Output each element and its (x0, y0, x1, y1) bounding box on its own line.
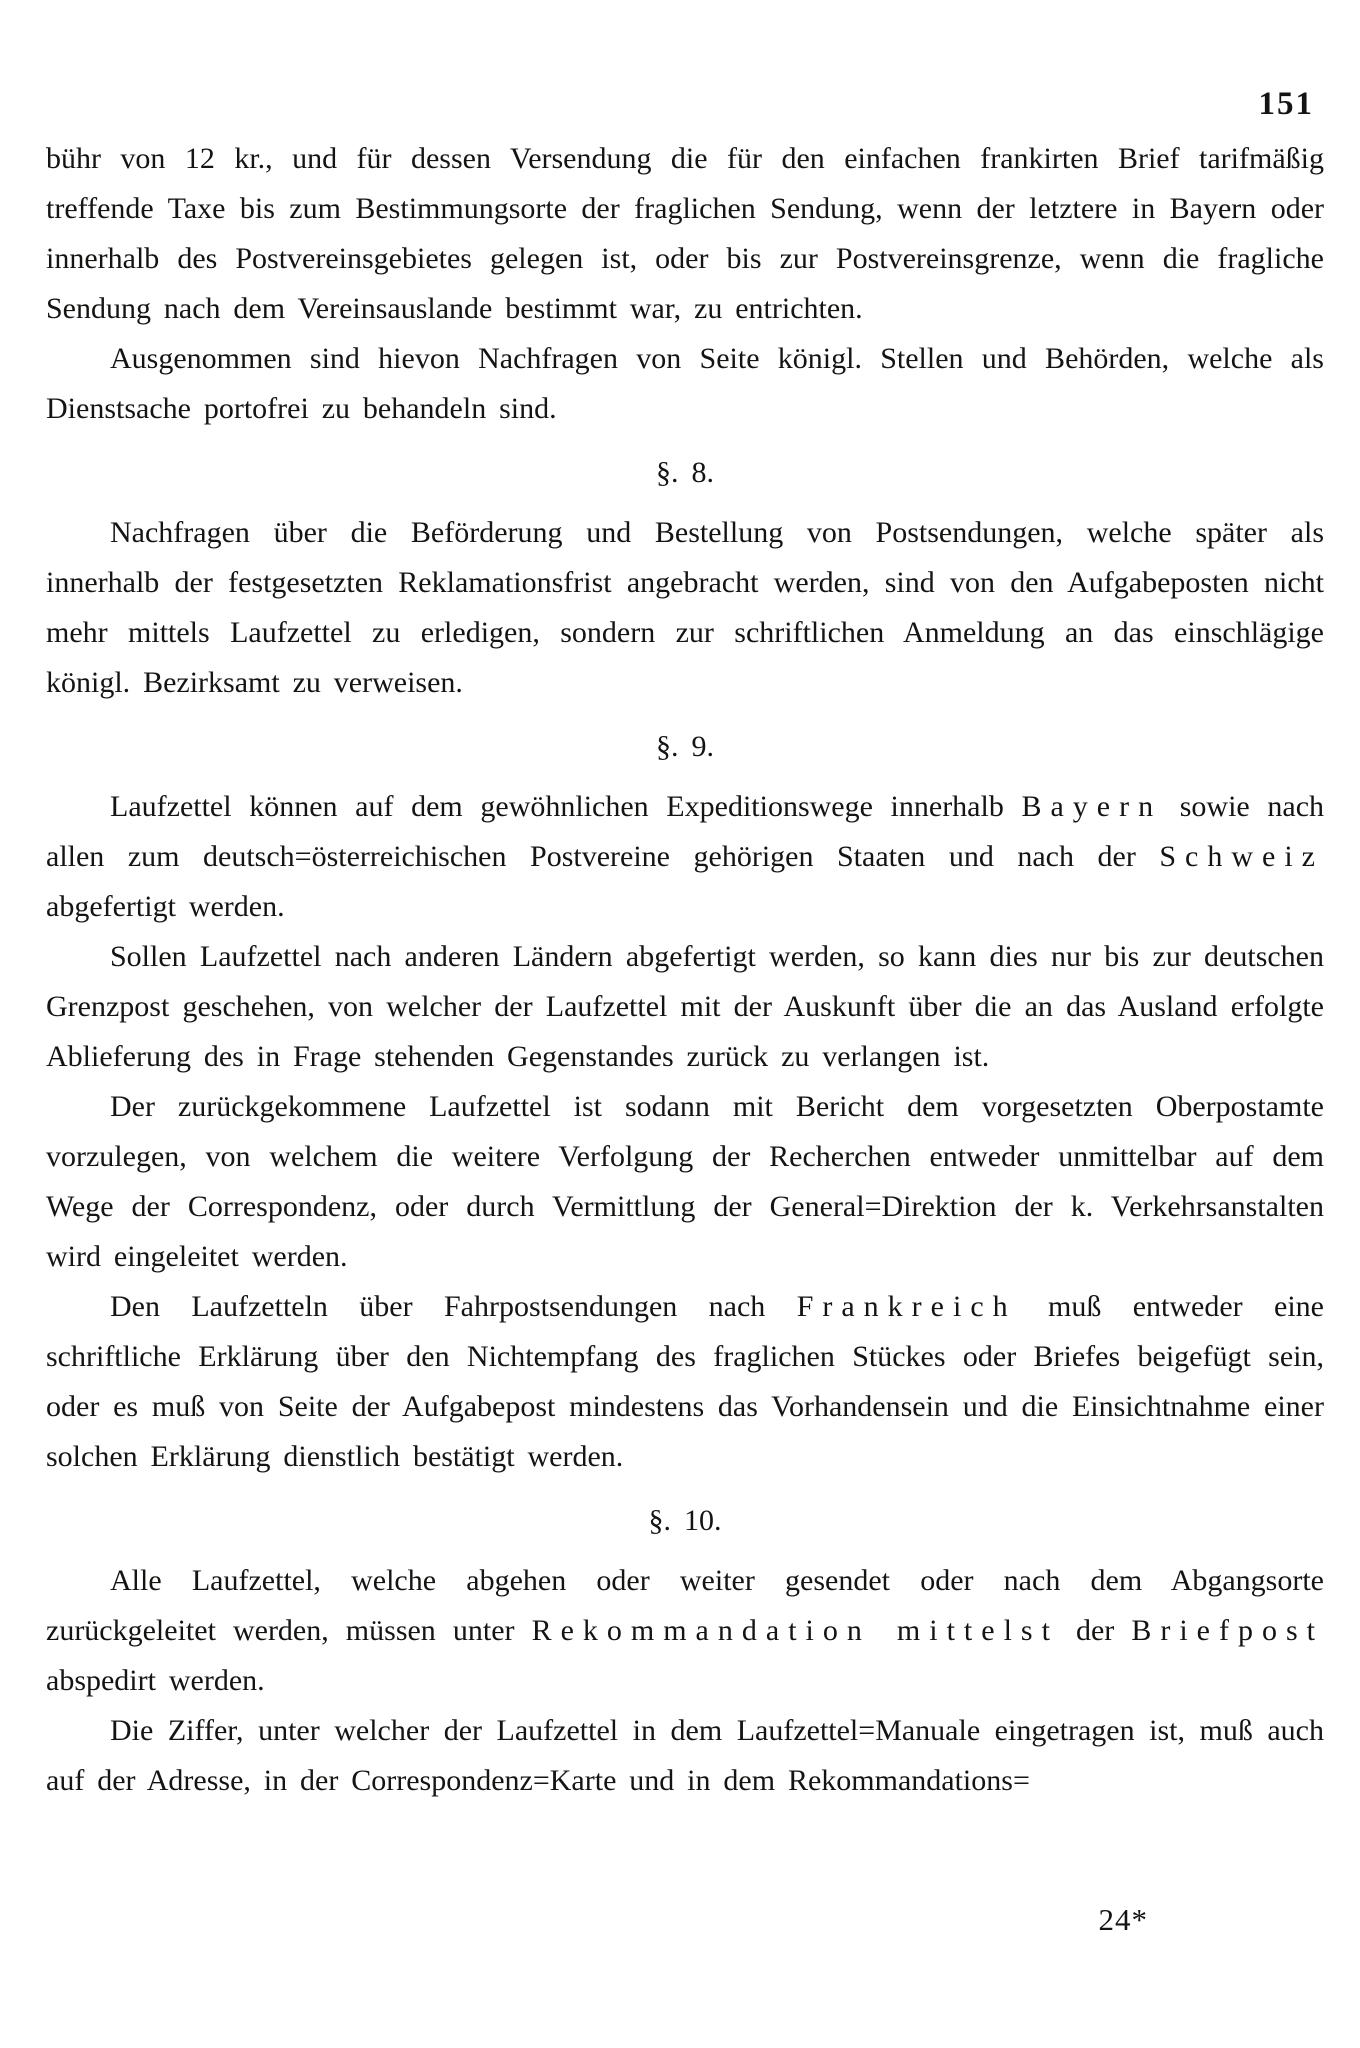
section-heading: §. 8. (656, 456, 714, 489)
text-run: sowie nach allen zum deutsch=österreichischen Postvereine gehörigen Staaten und nach der (46, 790, 1325, 873)
text-run: bühr von 12 kr., und für dessen Versendung die für den einfachen frankirten Brief tarifmäßig treffende Taxe bis zum Bestimmungsorte der fraglichen Sendung, wenn der letztere in Bayern oder innerhalb des Postvereinsgebietes gelegen ist, oder bis zur Postvereinsgrenze, wenn die fragliche Sendung nach dem Vereinsauslande bestimmt war, zu entrichten. (46, 142, 1324, 325)
text-run: der (1058, 1614, 1132, 1647)
section-heading: §. 10. (648, 1504, 722, 1537)
emphasized-term: Rekommandation mittelst (531, 1614, 1059, 1647)
text-run: Nachfragen über die Beförderung und Bestellung von Postsendungen, welche später als innerhalb der festgesetzten Reklamationsfrist angebracht werden, sind von den Aufgabeposten nicht mehr mittels Laufzettel zu erledigen, sondern zur schriftlichen Anmeldung an das einschlägige königl. Bezirksamt zu verweisen. (46, 516, 1324, 699)
emphasized-term: Frankreich (796, 1290, 1017, 1323)
emphasized-term: Briefpost (1131, 1614, 1324, 1647)
paragraph (46, 1706, 1324, 1806)
signature-mark: 24* (1098, 1902, 1148, 1937)
text-run: muß entweder eine schriftliche Erklärung über den Nichtempfang des fraglichen Stückes oder Briefes beigefügt sein, oder es muß von Seite der Aufgabepost mindestens das Vorhandensein und die Einsichtnahme einer solchen Erklärung dienstlich bestätigt werden. (46, 1290, 1325, 1473)
paragraph (46, 334, 1324, 434)
text-run: Laufzettel können auf dem gewöhnlichen Expeditionswege innerhalb (110, 790, 1022, 823)
emphasized-term: Bayern (1021, 790, 1163, 823)
text-run: abgefertigt werden. (46, 890, 285, 923)
paragraph (46, 1082, 1324, 1282)
emphasized-term: Schweiz (1159, 840, 1324, 873)
text-run: Die Ziffer, unter welcher der Laufzettel in dem Laufzettel=Manuale eingetragen ist, muß auch auf der Adresse, in der Correspondenz=Karte und in dem Rekommandations= (46, 1714, 1324, 1797)
text-run: abspedirt werden. (46, 1664, 265, 1697)
paragraph (46, 508, 1324, 708)
paragraph (46, 1556, 1324, 1706)
paragraph (46, 1282, 1324, 1482)
text-run: Der zurückgekommene Laufzettel ist sodann mit Bericht dem vorgesetzten Oberpostamte vorzulegen, von welchem die weitere Verfolgung der Recherchen entweder unmittelbar auf dem Wege der Correspondenz, oder durch Vermittlung der General=Direktion der k. Verkehrsanstalten wird eingeleitet werden. (46, 1090, 1324, 1273)
paragraph (46, 932, 1324, 1082)
text-run: Den Laufzetteln über Fahrpostsendungen nach (110, 1290, 797, 1323)
section-heading: §. 9. (656, 730, 714, 763)
page-number: 151 (1258, 86, 1314, 122)
page-text (46, 134, 1324, 1806)
text-run: Alle Laufzettel, welche abgehen oder weiter gesendet oder nach dem Abgangsorte zurückgeleitet werden, müssen unter (46, 1564, 1324, 1647)
paragraph (46, 782, 1324, 932)
paragraph (46, 134, 1324, 334)
text-run: Sollen Laufzettel nach anderen Ländern abgefertigt werden, so kann dies nur bis zur deutschen Grenzpost geschehen, von welcher der Laufzettel mit der Auskunft über die an das Ausland erfolgte Ablieferung des in Frage stehenden Gegenstandes zurück zu verlangen ist. (46, 940, 1324, 1073)
text-run: Ausgenommen sind hievon Nachfragen von Seite königl. Stellen und Behörden, welche als Dienstsache portofrei zu behandeln sind. (46, 342, 1324, 425)
